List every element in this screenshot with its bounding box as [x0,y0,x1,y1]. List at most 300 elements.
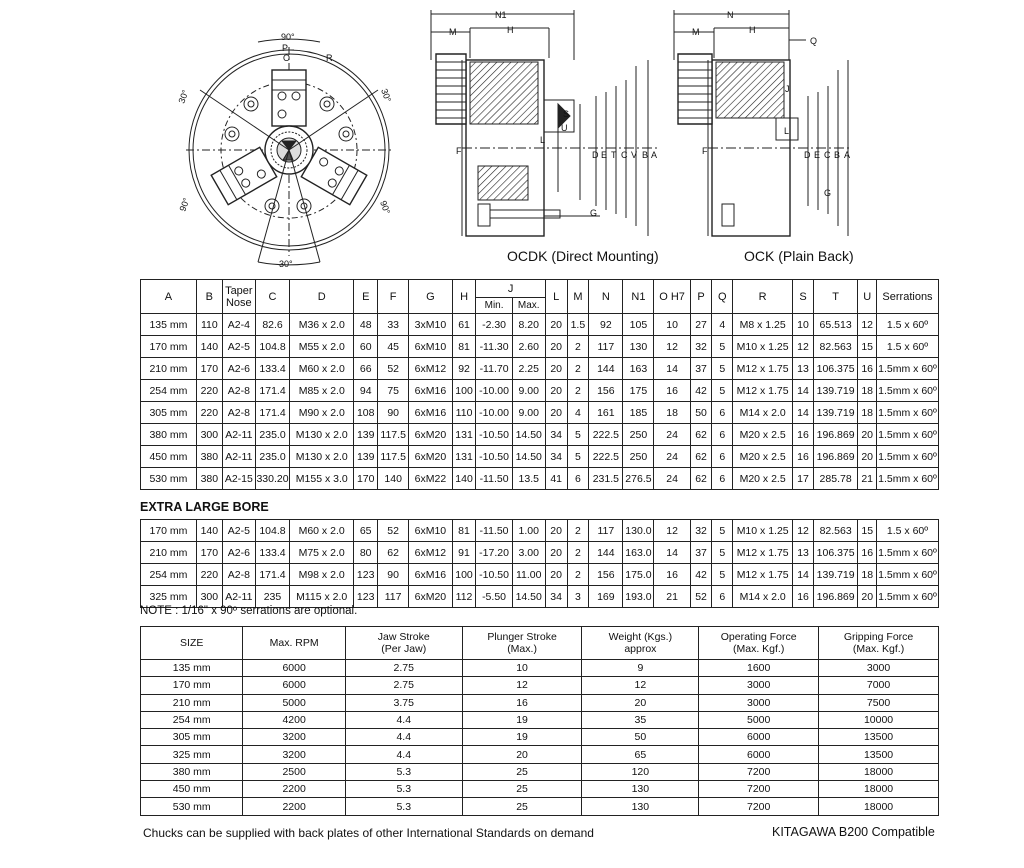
table-cell: 1.5mm x 60º [877,358,939,380]
table-cell: 92 [452,358,476,380]
label-r: R [326,53,333,63]
table-cell: 32 [690,520,712,542]
ocdk-caption: OCDK (Direct Mounting) [507,248,659,264]
table-cell: 21 [858,468,877,490]
table-cell: 14 [793,402,814,424]
front-view-drawing [186,39,392,265]
table-cell: 35 [582,711,699,728]
table-cell: 52 [690,586,712,608]
table-cell: 144 [589,542,623,564]
table-cell: 14 [654,542,690,564]
table-cell: 65.513 [813,314,858,336]
table-cell: M115 x 2.0 [290,586,354,608]
table-cell: 10 [654,314,690,336]
table-cell: 13.5 [512,468,545,490]
ocdk-vertical-d: D [592,150,599,160]
table-cell: 6000 [243,677,345,694]
table-cell: 90 [378,402,409,424]
table-cell: 139.719 [813,564,858,586]
table-cell: 15 [858,336,877,358]
table-cell: M130 x 2.0 [290,424,354,446]
table-cell: 140 [196,520,222,542]
table-cell: 42 [690,564,712,586]
table-cell: 65 [354,520,378,542]
ock-vertical-a: A [844,150,851,160]
performance-row [141,798,939,815]
extra-large-bore-body [141,520,939,608]
table-cell: 20 [545,542,567,564]
table-cell: 117 [378,586,409,608]
table-cell: 6 [567,468,589,490]
table-cell: 276.5 [623,468,654,490]
table-cell: 12 [793,336,814,358]
table-cell: 1.5 x 60º [877,314,939,336]
table-cell: 104.8 [255,336,289,358]
table-cell: 82.6 [255,314,289,336]
ock-q-label: Q [810,36,818,46]
table-cell: -2.30 [476,314,512,336]
table-cell: -10.00 [476,380,512,402]
table-cell: 117 [589,520,623,542]
table-cell: 50 [582,729,699,746]
table-cell: 62 [378,542,409,564]
ocdk-vertical-e: E [601,150,608,160]
weight-header [582,627,699,660]
table-cell: 6xM22 [409,468,452,490]
ock-h-label: H [749,25,756,35]
ocdk-l-label: L [540,135,546,145]
col-f-header: F [378,280,409,314]
performance-row [141,694,939,711]
performance-row [141,763,939,780]
table-cell: 210 mm [141,542,197,564]
table-cell: 10 [462,660,582,677]
table-cell: 6 [712,402,733,424]
table-cell: 139.719 [813,402,858,424]
table-cell: 110 [196,314,222,336]
table-cell: 12 [654,520,690,542]
table-cell: 27 [690,314,712,336]
table-cell: 139 [354,446,378,468]
ock-vertical-e: E [814,150,821,160]
table-cell: A2-6 [222,358,255,380]
table-cell: 33 [378,314,409,336]
table-cell: 222.5 [589,446,623,468]
table-cell: 380 mm [141,424,197,446]
label-o: O [283,53,291,63]
table-cell: 91 [452,542,476,564]
table-cell: 3000 [819,660,939,677]
ocdk-n1-label: N1 [495,10,507,20]
table-cell: 380 [196,446,222,468]
performance-table [140,626,939,816]
table-cell: 1.5mm x 60º [877,468,939,490]
footer-compatibility: KITAGAWA B200 Compatible [772,825,935,839]
table-cell: 18000 [819,781,939,798]
table-cell: 13 [793,542,814,564]
table-cell: 4.4 [345,711,462,728]
table-cell: A2-5 [222,520,255,542]
table-cell: 13500 [819,729,939,746]
plunger-stroke-line1: Plunger Stroke [487,631,557,643]
table-cell: M130 x 2.0 [290,446,354,468]
table-cell: 14 [793,380,814,402]
jaw-stroke-header [345,627,462,660]
table-cell: A2-6 [222,542,255,564]
table-cell: 21 [654,586,690,608]
angle-label-bottom: 30° [279,259,293,269]
table-cell: 170 mm [141,520,197,542]
table-cell: 14 [654,358,690,380]
col-serrations-header: Serrations [877,280,939,314]
table-cell: M12 x 1.75 [733,542,793,564]
table-cell: -10.00 [476,402,512,424]
table-cell: M75 x 2.0 [290,542,354,564]
table-cell: 5 [712,336,733,358]
table-cell: M12 x 1.75 [733,380,793,402]
table-cell: A2-5 [222,336,255,358]
table-cell: 20 [545,336,567,358]
table-cell: 193.0 [623,586,654,608]
table-cell: 65 [582,746,699,763]
operating-force-header [699,627,819,660]
table-cell: 106.375 [813,358,858,380]
table-cell: 163 [623,358,654,380]
table-cell: 1.5mm x 60º [877,424,939,446]
table-cell: 254 mm [141,564,197,586]
table-cell: M55 x 2.0 [290,336,354,358]
table-cell: 24 [654,446,690,468]
table-cell: M12 x 1.75 [733,358,793,380]
spec-row [141,336,939,358]
col-s-header: S [793,280,814,314]
gripping-force-line1: Gripping Force [843,631,914,643]
table-cell: 5 [567,424,589,446]
table-cell: 133.4 [255,542,289,564]
table-cell: 5.3 [345,781,462,798]
extra-large-bore-table [140,519,939,608]
table-cell: 2.60 [512,336,545,358]
table-cell: -11.70 [476,358,512,380]
table-cell: 6xM20 [409,446,452,468]
table-cell: 9 [582,660,699,677]
table-cell: 94 [354,380,378,402]
col-m-header: M [567,280,589,314]
table-cell: 37 [690,358,712,380]
taper-label: Taper [225,284,253,297]
ocdk-s-label: S [563,109,570,119]
table-cell: 3.75 [345,694,462,711]
performance-row [141,660,939,677]
table-cell: 3000 [699,677,819,694]
table-cell: 1.5 x 60º [877,520,939,542]
table-cell: 9.00 [512,380,545,402]
col-j-header: J [476,280,545,298]
table-cell: A2-11 [222,586,255,608]
table-cell: 6xM16 [409,564,452,586]
table-cell: 169 [589,586,623,608]
table-cell: 100 [452,564,476,586]
col-j-min-header: Min. [476,298,512,314]
table-cell: M20 x 2.5 [733,468,793,490]
table-cell: -5.50 [476,586,512,608]
performance-table-body [141,660,939,816]
table-cell: 62 [690,424,712,446]
table-cell: 220 [196,380,222,402]
table-cell: 7500 [819,694,939,711]
table-cell: 92 [589,314,623,336]
table-cell: 100 [452,380,476,402]
ocdk-m-label: M [449,27,457,37]
table-cell: 139.719 [813,380,858,402]
table-cell: 82.563 [813,520,858,542]
table-cell: 48 [354,314,378,336]
table-cell: 6 [712,468,733,490]
table-cell: 170 mm [141,336,197,358]
table-cell: M98 x 2.0 [290,564,354,586]
serrations-note: NOTE : 1/16" x 90º serrations are optional. [140,605,358,617]
ock-caption: OCK (Plain Back) [744,248,854,264]
table-cell: 210 mm [141,358,197,380]
table-cell: M14 x 2.0 [733,402,793,424]
table-cell: 12 [793,520,814,542]
table-cell: 235 [255,586,289,608]
table-cell: 13 [793,358,814,380]
table-cell: 16 [858,358,877,380]
table-cell: M36 x 2.0 [290,314,354,336]
table-cell: 530 mm [141,468,197,490]
table-cell: 2 [567,520,589,542]
table-cell: 7200 [699,763,819,780]
table-cell: 254 mm [141,711,243,728]
table-cell: 6 [712,424,733,446]
table-cell: 62 [690,468,712,490]
nose-label: Nose [225,296,252,309]
table-cell: 2.75 [345,660,462,677]
table-cell: 25 [462,781,582,798]
performance-row [141,781,939,798]
table-cell: 450 mm [141,781,243,798]
rpm-header: Max. RPM [243,627,345,660]
table-cell: 1.5mm x 60º [877,564,939,586]
table-cell: 3200 [243,729,345,746]
table-cell: 19 [462,711,582,728]
table-cell: 2500 [243,763,345,780]
col-h-header: H [452,280,476,314]
ocdk-side-drawing [431,10,660,236]
table-cell: 450 mm [141,446,197,468]
table-cell: 130 [582,798,699,815]
table-cell: A2-8 [222,564,255,586]
operating-force-line1: Operating Force [720,631,797,643]
col-a-header: A [141,280,197,314]
col-c-header: C [255,280,289,314]
table-cell: 325 mm [141,746,243,763]
table-cell: 6xM10 [409,336,452,358]
table-cell: 305 mm [141,402,197,424]
table-cell: 82.563 [813,336,858,358]
table-cell: 171.4 [255,402,289,424]
jaw-stroke-line2: (Per Jaw) [381,643,427,655]
ock-m-label: M [692,27,700,37]
table-cell: 18000 [819,763,939,780]
table-cell: 52 [378,358,409,380]
extra-large-bore-row [141,542,939,564]
table-cell: 60 [354,336,378,358]
table-cell: 330.20 [255,468,289,490]
col-j-max-header: Max. [512,298,545,314]
table-cell: 52 [378,520,409,542]
table-cell: 45 [378,336,409,358]
table-cell: 2 [567,564,589,586]
table-cell: M60 x 2.0 [290,520,354,542]
table-cell: 20 [545,380,567,402]
size-header: SIZE [141,627,243,660]
gripping-force-header [819,627,939,660]
table-cell: 20 [462,746,582,763]
table-cell: 16 [793,586,814,608]
plunger-stroke-header [462,627,582,660]
table-cell: M10 x 1.25 [733,520,793,542]
table-cell: 4 [712,314,733,336]
table-cell: 2200 [243,798,345,815]
table-cell: 175 [623,380,654,402]
extra-large-bore-title: EXTRA LARGE BORE [140,500,269,514]
table-cell: 140 [452,468,476,490]
table-cell: 7200 [699,781,819,798]
ock-vertical-c: C [824,150,831,160]
table-cell: 1.5 x 60º [877,336,939,358]
table-cell: 250 [623,424,654,446]
table-cell: 110 [452,402,476,424]
ocdk-vertical-v: V [631,150,638,160]
table-cell: 123 [354,564,378,586]
spec-header-row [141,280,939,298]
table-cell: 4200 [243,711,345,728]
ock-vertical-d: D [804,150,811,160]
table-cell: 2.25 [512,358,545,380]
table-cell: 140 [196,336,222,358]
table-cell: 20 [545,520,567,542]
table-cell: 20 [858,446,877,468]
table-cell: 90 [378,564,409,586]
table-cell: 380 mm [141,763,243,780]
table-cell: 530 mm [141,798,243,815]
table-cell: 6xM10 [409,520,452,542]
ock-l-label: L [784,126,790,136]
table-cell: 61 [452,314,476,336]
table-cell: 5 [712,564,733,586]
table-cell: 5 [712,380,733,402]
table-cell: 196.869 [813,424,858,446]
table-cell: 20 [858,424,877,446]
table-cell: 14 [793,564,814,586]
table-cell: 17 [793,468,814,490]
spec-row [141,468,939,490]
table-cell: 250 [623,446,654,468]
table-cell: 325 mm [141,586,197,608]
ocdk-g-label: G [590,208,598,218]
table-cell: 2 [567,336,589,358]
table-cell: 1.5mm x 60º [877,402,939,424]
table-cell: 104.8 [255,520,289,542]
spec-row [141,380,939,402]
table-cell: 185 [623,402,654,424]
table-cell: 7200 [699,798,819,815]
col-e-header: E [354,280,378,314]
col-r-header: R [733,280,793,314]
table-cell: 5 [712,520,733,542]
table-cell: 81 [452,336,476,358]
spec-row [141,402,939,424]
table-cell: 139 [354,424,378,446]
ocdk-h-label: H [507,25,514,35]
table-cell: 32 [690,336,712,358]
col-n-header: N [589,280,623,314]
table-cell: 130.0 [623,520,654,542]
table-cell: M14 x 2.0 [733,586,793,608]
table-cell: 161 [589,402,623,424]
col-p-header: P [690,280,712,314]
table-cell: 20 [858,586,877,608]
table-cell: 144 [589,358,623,380]
table-cell: 25 [462,763,582,780]
table-cell: 20 [545,358,567,380]
table-cell: 20 [582,694,699,711]
table-cell: 13500 [819,746,939,763]
angle-label-low-right: 90° [378,199,393,216]
table-cell: 34 [545,586,567,608]
table-cell: 75 [378,380,409,402]
table-cell: 117.5 [378,446,409,468]
table-cell: 220 [196,402,222,424]
table-cell: 117.5 [378,424,409,446]
table-cell: 6xM20 [409,586,452,608]
table-cell: M20 x 2.5 [733,424,793,446]
table-cell: 66 [354,358,378,380]
table-cell: 2 [567,542,589,564]
table-cell: 123 [354,586,378,608]
table-cell: 196.869 [813,586,858,608]
angle-label-right: 30° [379,87,394,104]
table-cell: M60 x 2.0 [290,358,354,380]
gripping-force-line2: (Max. Kgf.) [852,643,905,655]
table-cell: 2 [567,380,589,402]
ocdk-vertical-b: B [642,150,649,160]
angle-label-low-left: 90° [177,196,192,213]
table-cell: 11.00 [512,564,545,586]
table-cell: 130 [623,336,654,358]
table-cell: 12 [462,677,582,694]
ock-vertical-b: B [834,150,841,160]
table-cell: 300 [196,424,222,446]
col-oh7-header: O H7 [654,280,690,314]
col-d-header: D [290,280,354,314]
table-cell: 380 [196,468,222,490]
table-cell: 25 [462,798,582,815]
table-cell: 6xM12 [409,358,452,380]
table-cell: 1.00 [512,520,545,542]
table-cell: 170 [196,358,222,380]
spec-table-body [141,314,939,490]
performance-row [141,677,939,694]
col-taper-nose-header [222,280,255,314]
table-cell: M12 x 1.75 [733,564,793,586]
col-l-header: L [545,280,567,314]
table-cell: 1.5mm x 60º [877,586,939,608]
table-cell: 2200 [243,781,345,798]
table-cell: 2.75 [345,677,462,694]
